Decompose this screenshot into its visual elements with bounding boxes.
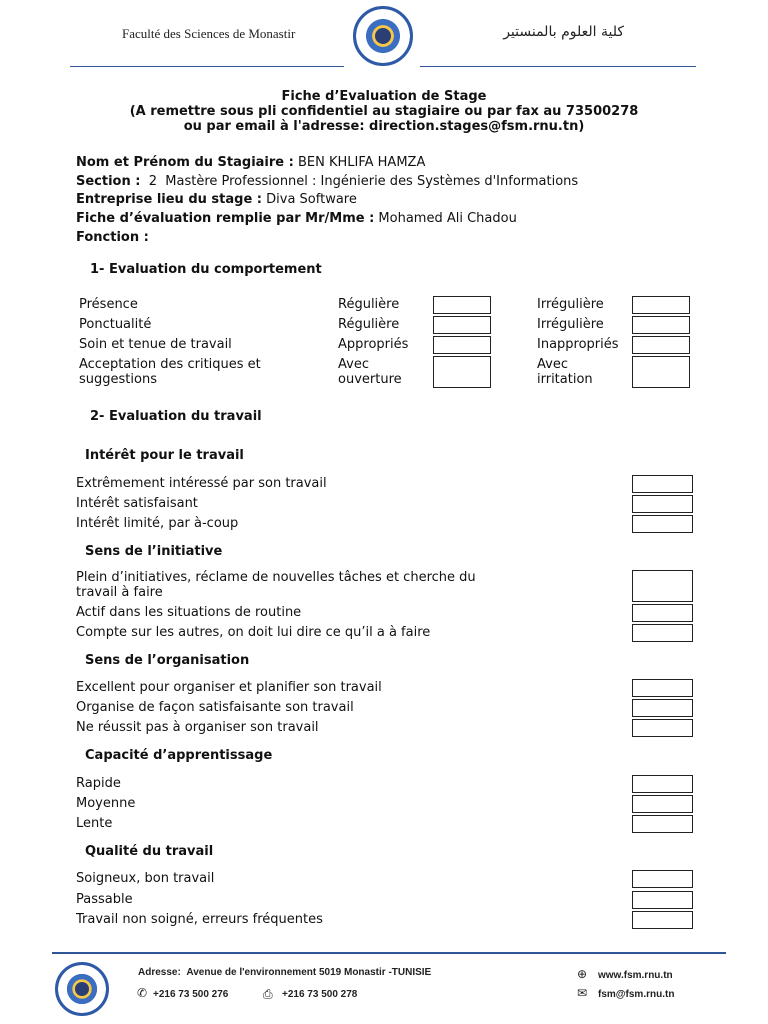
group-title-organization: Sens de l’organisation [85,653,250,668]
option-label: Intérêt satisfaisant [76,496,198,511]
negative-checkbox[interactable] [632,356,690,388]
form-subtitle-2: ou par email à l'adresse: direction.stages@fsm.rnu.tn) [183,119,585,134]
negative-label: Avec irritation [537,357,593,387]
info-evaluator [76,211,517,227]
criterion-label: Ponctualité [79,317,152,332]
positive-checkbox[interactable] [433,356,491,388]
header-divider-left [70,66,344,67]
option-label: Rapide [76,776,121,791]
form-subtitle-1: (A remettre sous pli confidentiel au stagiaire ou par fax au 73500278 [129,104,639,119]
option-label: Moyenne [76,796,136,811]
group-title-quality: Qualité du travail [85,844,214,859]
option-label: Organise de façon satisfaisante son travail [76,700,354,715]
option-checkbox[interactable] [632,719,693,737]
negative-label: Inappropriés [537,337,619,352]
footer-address [138,967,431,978]
footer-fax: +216 73 500 278 [282,989,358,1000]
globe-icon: ⊕ [577,967,588,981]
option-label: Plein d’initiatives, réclame de nouvelles tâches et cherche du travail à faire [76,570,476,600]
info-label: Nom et Prénom du Stagiaire : [76,155,294,170]
form-title: Fiche d’Evaluation de Stage [281,89,487,104]
option-checkbox[interactable] [632,699,693,717]
university-logo [353,6,413,66]
option-checkbox[interactable] [632,495,693,513]
option-checkbox[interactable] [632,911,693,929]
option-checkbox[interactable] [632,775,693,793]
negative-label: Irrégulière [537,317,604,332]
positive-checkbox[interactable] [433,316,491,334]
address-label: Adresse: [138,967,181,978]
negative-checkbox[interactable] [632,296,690,314]
option-label: Intérêt limité, par à-coup [76,516,239,531]
info-company [76,192,357,208]
info-label: Entreprise lieu du stage : [76,192,262,207]
option-checkbox[interactable] [632,624,693,642]
criterion-label: Présence [79,297,138,312]
positive-checkbox[interactable] [433,296,491,314]
info-function [76,230,149,246]
option-label: Travail non soigné, erreurs fréquentes [76,912,323,927]
info-trainee-name [76,155,425,171]
header-divider-right [420,66,696,67]
address-value: Avenue de l'environnement 5019 Monastir -TUNISIE [186,967,432,978]
footer-website[interactable]: www.fsm.rnu.tn [598,970,673,981]
positive-checkbox[interactable] [433,336,491,354]
info-label: Section : [76,174,141,189]
info-label: Fonction : [76,230,149,245]
option-label: Extrêmement intéressé par son travail [76,476,327,491]
option-label: Soigneux, bon travail [76,871,215,886]
phone-icon: ✆ [137,986,148,1000]
group-title-interest: Intérêt pour le travail [85,448,244,463]
option-label: Lente [76,816,113,831]
option-checkbox[interactable] [632,604,693,622]
faculty-name-ar: كلية العلوم بالمنستير [503,24,624,40]
positive-label: Régulière [338,317,400,332]
footer-phone: +216 73 500 276 [153,989,229,1000]
option-checkbox[interactable] [632,815,693,833]
info-value: Diva Software [262,192,357,207]
footer-logo [55,962,109,1016]
option-label: Passable [76,892,133,907]
section-behavior-title: 1- Evaluation du comportement [90,262,322,277]
footer-divider [52,952,726,954]
positive-label: Régulière [338,297,400,312]
info-label: Fiche d’évaluation remplie par Mr/Mme : [76,211,375,226]
group-title-learning: Capacité d’apprentissage [85,748,273,763]
negative-checkbox[interactable] [632,336,690,354]
positive-label: Avec ouverture [338,357,402,387]
option-checkbox[interactable] [632,515,693,533]
info-value: Mohamed Ali Chadou [374,211,517,226]
criterion-label: Acceptation des critiques et suggestions [79,357,261,387]
option-checkbox[interactable] [632,679,693,697]
option-checkbox[interactable] [632,570,693,602]
option-label: Ne réussit pas à organiser son travail [76,720,319,735]
footer-email[interactable]: fsm@fsm.rnu.tn [598,989,675,1000]
negative-checkbox[interactable] [632,316,690,334]
option-label: Excellent pour organiser et planifier son travail [76,680,382,695]
info-section [76,174,578,190]
option-label: Compte sur les autres, on doit lui dire ce qu’il a à faire [76,625,431,640]
negative-label: Irrégulière [537,297,604,312]
info-value: BEN KHLIFA HAMZA [293,155,426,170]
group-title-initiative: Sens de l’initiative [85,544,223,559]
option-checkbox[interactable] [632,870,693,888]
info-value: 2 Mastère Professionnel : Ingénierie des Systèmes d'Informations [140,174,579,189]
positive-label: Appropriés [338,337,409,352]
option-label: Actif dans les situations de routine [76,605,302,620]
section-work-title: 2- Evaluation du travail [90,409,262,424]
faculty-name-fr: Faculté des Sciences de Monastir [122,26,296,41]
mail-icon: ✉ [577,986,588,1000]
option-checkbox[interactable] [632,475,693,493]
fax-icon: ⎙ [263,987,273,1001]
criterion-label: Soin et tenue de travail [79,337,232,352]
option-checkbox[interactable] [632,795,693,813]
option-checkbox[interactable] [632,891,693,909]
